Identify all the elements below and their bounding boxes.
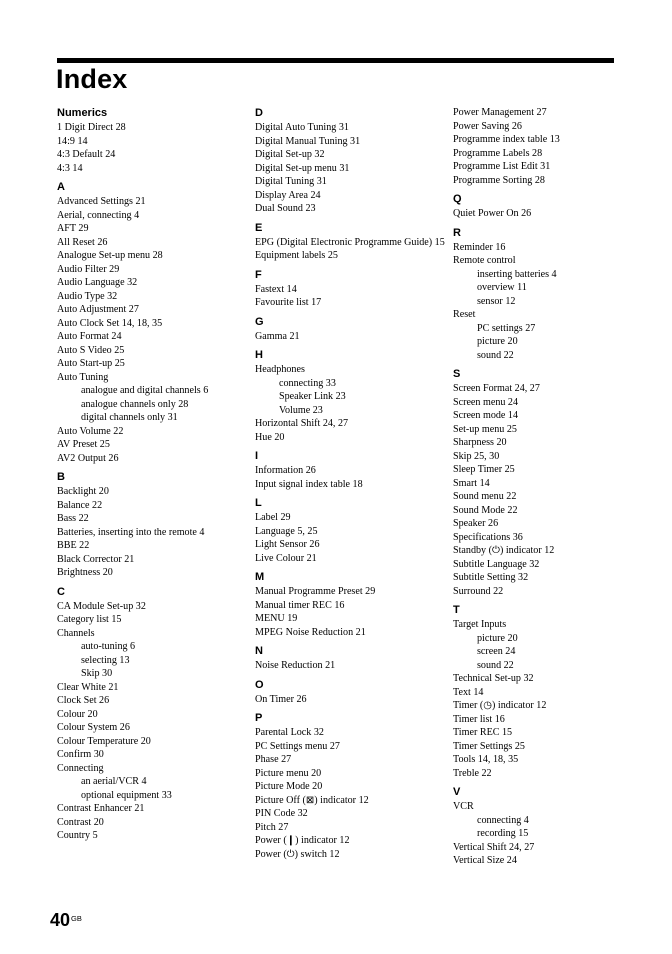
index-entry: Timer Settings 25 [453, 740, 525, 752]
index-entry: Timer (◷) indicator 12 [453, 700, 547, 711]
index-entry: Dual Sound 23 [255, 203, 316, 214]
index-subentry: auto-tuning 6 [81, 641, 136, 652]
index-entry: Analogue Set-up menu 28 [57, 250, 163, 261]
page-number: 40 [50, 910, 71, 930]
index-entry: Sound menu 22 [453, 491, 517, 502]
index-subentry: analogue channels only 28 [81, 398, 189, 410]
index-entry: Category list 15 [57, 614, 122, 625]
index-entry: Audio Language 32 [57, 277, 138, 288]
index-entry: Set-up menu 25 [453, 423, 517, 435]
index-entry: MPEG Noise Reduction 21 [255, 626, 366, 638]
index-entry: Live Colour 21 [255, 552, 317, 564]
index-entry: AV2 Output 26 [57, 452, 119, 464]
index-section-heading: M [255, 571, 265, 583]
index-entry: Manual Programme Preset 29 [255, 586, 376, 597]
index-entry: Subtitle Language 32 [453, 558, 540, 570]
index-entry: Contrast 20 [57, 816, 104, 828]
page-region-code: GB [71, 914, 82, 923]
index-section-heading: H [255, 349, 263, 361]
index-entry: Timer list 16 [453, 713, 505, 725]
index-entry: Text 14 [453, 686, 484, 698]
index-section-heading: B [57, 471, 65, 483]
index-entry: All Reset 26 [57, 236, 108, 248]
index-entry: Remote control [453, 255, 516, 266]
index-entry: Colour 20 [57, 708, 98, 720]
index-entry: 4:3 14 [57, 162, 83, 174]
index-entry: EPG (Digital Electronic Programme Guide) 15 [255, 236, 445, 248]
index-entry: Programme List Edit 31 [453, 161, 551, 172]
index-subentry: sound 22 [477, 349, 514, 361]
index-section-heading: S [453, 368, 461, 380]
index-entry: Reset [453, 309, 476, 320]
index-entry: Auto Format 24 [57, 331, 122, 342]
index-entry: Standby (⏻) indicator 12 [453, 545, 555, 556]
index-entry: Label 29 [255, 512, 291, 523]
index-subentry: screen 24 [477, 646, 516, 657]
index-entry: Programme index table 13 [453, 134, 560, 145]
index-subentry: Volume 23 [279, 404, 323, 416]
index-entry: Digital Set-up menu 31 [255, 162, 350, 174]
index-section-heading: E [255, 221, 263, 234]
index-entry: Manual timer REC 16 [255, 599, 345, 611]
index-subentry: PC settings 27 [477, 322, 536, 334]
index-entry: On Timer 26 [255, 693, 307, 705]
index-section-heading: C [57, 585, 65, 598]
index-entry: Bass 22 [57, 513, 89, 524]
index-entry: Digital Tuning 31 [255, 176, 327, 187]
index-entry: Target Inputs [453, 619, 507, 630]
index-entry: AV Preset 25 [57, 439, 110, 450]
index-entry: Technical Set-up 32 [453, 673, 534, 684]
index-subentry: connecting 4 [477, 814, 529, 826]
index-entry: Sound Mode 22 [453, 504, 518, 516]
index-entry: Digital Manual Tuning 31 [255, 135, 361, 147]
index-entry: Pitch 27 [255, 821, 289, 833]
index-entry: Connecting [57, 762, 104, 774]
index-entry: Tools 14, 18, 35 [453, 754, 519, 765]
index-entry: Gamma 21 [255, 330, 300, 342]
index-entry: Contrast Enhancer 21 [57, 803, 145, 814]
index-section-heading: D [255, 107, 263, 119]
index-section-heading: R [453, 226, 461, 239]
index-entry: Aerial, connecting 4 [57, 209, 140, 221]
index-entry: Power (❙) indicator 12 [255, 835, 350, 846]
index-entry: Auto Adjustment 27 [57, 304, 139, 315]
index-section-heading: O [255, 678, 264, 691]
index-entry: Auto Start-up 25 [57, 358, 125, 369]
index-section-heading: Q [453, 193, 462, 205]
index-entry: Timer REC 15 [453, 727, 513, 738]
index-entry: Screen mode 14 [453, 410, 519, 421]
index-subentry: selecting 13 [81, 654, 130, 666]
index-entry: Colour System 26 [57, 722, 130, 733]
index-entry: Power (⏻) switch 12 [255, 848, 340, 860]
index-entry: Digital Set-up 32 [255, 149, 325, 160]
index-entry: Colour Temperature 20 [57, 735, 151, 747]
index-entry: AFT 29 [57, 223, 89, 234]
page-title: Index [56, 64, 128, 94]
index-column-1 [57, 106, 247, 843]
index-entry: PIN Code 32 [255, 808, 308, 819]
index-subentry: inserting batteries 4 [477, 268, 557, 280]
index-subentry: Skip 30 [81, 668, 113, 679]
index-entry: Fastext 14 [255, 283, 297, 295]
index-entry: 4:3 Default 24 [57, 149, 116, 160]
index-subentry: connecting 33 [279, 377, 336, 389]
index-section-heading: G [255, 315, 264, 328]
index-entry: CA Module Set-up 32 [57, 600, 146, 612]
index-entry: Hue 20 [255, 431, 285, 443]
index-section-heading: P [255, 712, 263, 724]
index-entry: Clock Set 26 [57, 695, 110, 706]
index-section-heading: A [57, 181, 65, 193]
index-entry: Skip 25, 30 [453, 450, 500, 462]
index-entry: Power Management 27 [453, 107, 547, 118]
index-subentry: sensor 12 [477, 295, 516, 307]
index-entry: Backlight 20 [57, 486, 109, 497]
index-entry: Auto Tuning [57, 371, 109, 383]
index-entry: Favourite list 17 [255, 297, 322, 308]
index-entry: Display Area 24 [255, 189, 321, 201]
index-entry: VCR [453, 801, 474, 812]
index-subentry: optional equipment 33 [81, 789, 172, 801]
index-entry: Vertical Shift 24, 27 [453, 841, 535, 853]
index-entry: Surround 22 [453, 585, 504, 597]
index-entry: Clear White 21 [57, 681, 119, 693]
index-entry: Horizontal Shift 24, 27 [255, 418, 349, 429]
index-entry: Programme Sorting 28 [453, 174, 545, 186]
index-entry: Picture Off (⊠) indicator 12 [255, 794, 369, 806]
index-entry: Advanced Settings 21 [57, 196, 146, 207]
index-entry: Sharpness 20 [453, 437, 507, 448]
index-entry: 1 Digit Direct 28 [57, 122, 126, 133]
index-subentry: recording 15 [477, 828, 529, 839]
title-rule [57, 58, 614, 63]
index-subentry: analogue and digital channels 6 [81, 385, 209, 396]
index-entry: Quiet Power On 26 [453, 208, 532, 219]
index-entry: Batteries, inserting into the remote 4 [57, 526, 205, 538]
index-entry: BBE 22 [57, 540, 90, 551]
index-entry: Picture Mode 20 [255, 781, 323, 792]
index-entry: Language 5, 25 [255, 525, 318, 537]
index-entry: Smart 14 [453, 477, 490, 489]
index-entry: Equipment labels 25 [255, 250, 338, 261]
index-entry: Channels [57, 627, 95, 639]
index-entry: Power Saving 26 [453, 120, 522, 132]
index-entry: Programme Labels 28 [453, 147, 543, 159]
index-entry: MENU 19 [255, 613, 298, 624]
index-entry: 14:9 14 [57, 135, 88, 147]
index-entry: Treble 22 [453, 767, 492, 779]
index-entry: Digital Auto Tuning 31 [255, 122, 349, 133]
index-entry: Auto S Video 25 [57, 344, 125, 356]
index-entry: Headphones [255, 364, 305, 375]
index-section-heading: I [255, 450, 259, 462]
index-subentry: sound 22 [477, 659, 514, 671]
index-entry: Auto Volume 22 [57, 425, 124, 437]
index-entry: Specifications 36 [453, 531, 523, 543]
index-section-heading: F [255, 268, 262, 281]
index-section-heading: T [453, 604, 460, 616]
index-section-heading: V [453, 786, 461, 798]
index-entry: Input signal index table 18 [255, 478, 363, 490]
index-entry: Reminder 16 [453, 241, 506, 253]
index-entry: Vertical Size 24 [453, 855, 517, 866]
index-entry: Country 5 [57, 830, 98, 841]
index-entry: Balance 22 [57, 499, 103, 511]
index-column-2 [255, 106, 450, 861]
index-entry: Subtitle Setting 32 [453, 572, 529, 583]
index-subentry: picture 20 [477, 632, 518, 644]
index-entry: Screen Format 24, 27 [453, 383, 540, 394]
index-entry: Auto Clock Set 14, 18, 35 [57, 317, 163, 329]
index-entry: Brightness 20 [57, 567, 113, 578]
index-section-heading: L [255, 497, 262, 509]
index-section-heading: Numerics [57, 107, 108, 119]
index-entry: Picture menu 20 [255, 767, 322, 779]
index-entry: PC Settings menu 27 [255, 740, 340, 752]
index-entry: Parental Lock 32 [255, 727, 324, 738]
index-subentry: digital channels only 31 [81, 412, 178, 423]
index-subentry: an aerial/VCR 4 [81, 776, 147, 787]
index-entry: Phase 27 [255, 754, 292, 765]
index-subentry: overview 11 [477, 282, 527, 293]
index-column-3 [453, 106, 653, 868]
index-subentry: picture 20 [477, 336, 518, 347]
index-entry: Black Corrector 21 [57, 553, 135, 565]
index-section-heading: N [255, 645, 263, 657]
index-entry: Confirm 30 [57, 749, 104, 760]
index-entry: Screen menu 24 [453, 396, 519, 408]
index-entry: Audio Filter 29 [57, 263, 120, 275]
index-entry: Speaker 26 [453, 518, 499, 529]
index-entry: Information 26 [255, 465, 316, 476]
index-entry: Noise Reduction 21 [255, 660, 336, 671]
index-entry: Sleep Timer 25 [453, 464, 515, 475]
index-entry: Light Sensor 26 [255, 539, 320, 550]
index-entry: Audio Type 32 [57, 290, 118, 302]
index-subentry: Speaker Link 23 [279, 391, 346, 402]
